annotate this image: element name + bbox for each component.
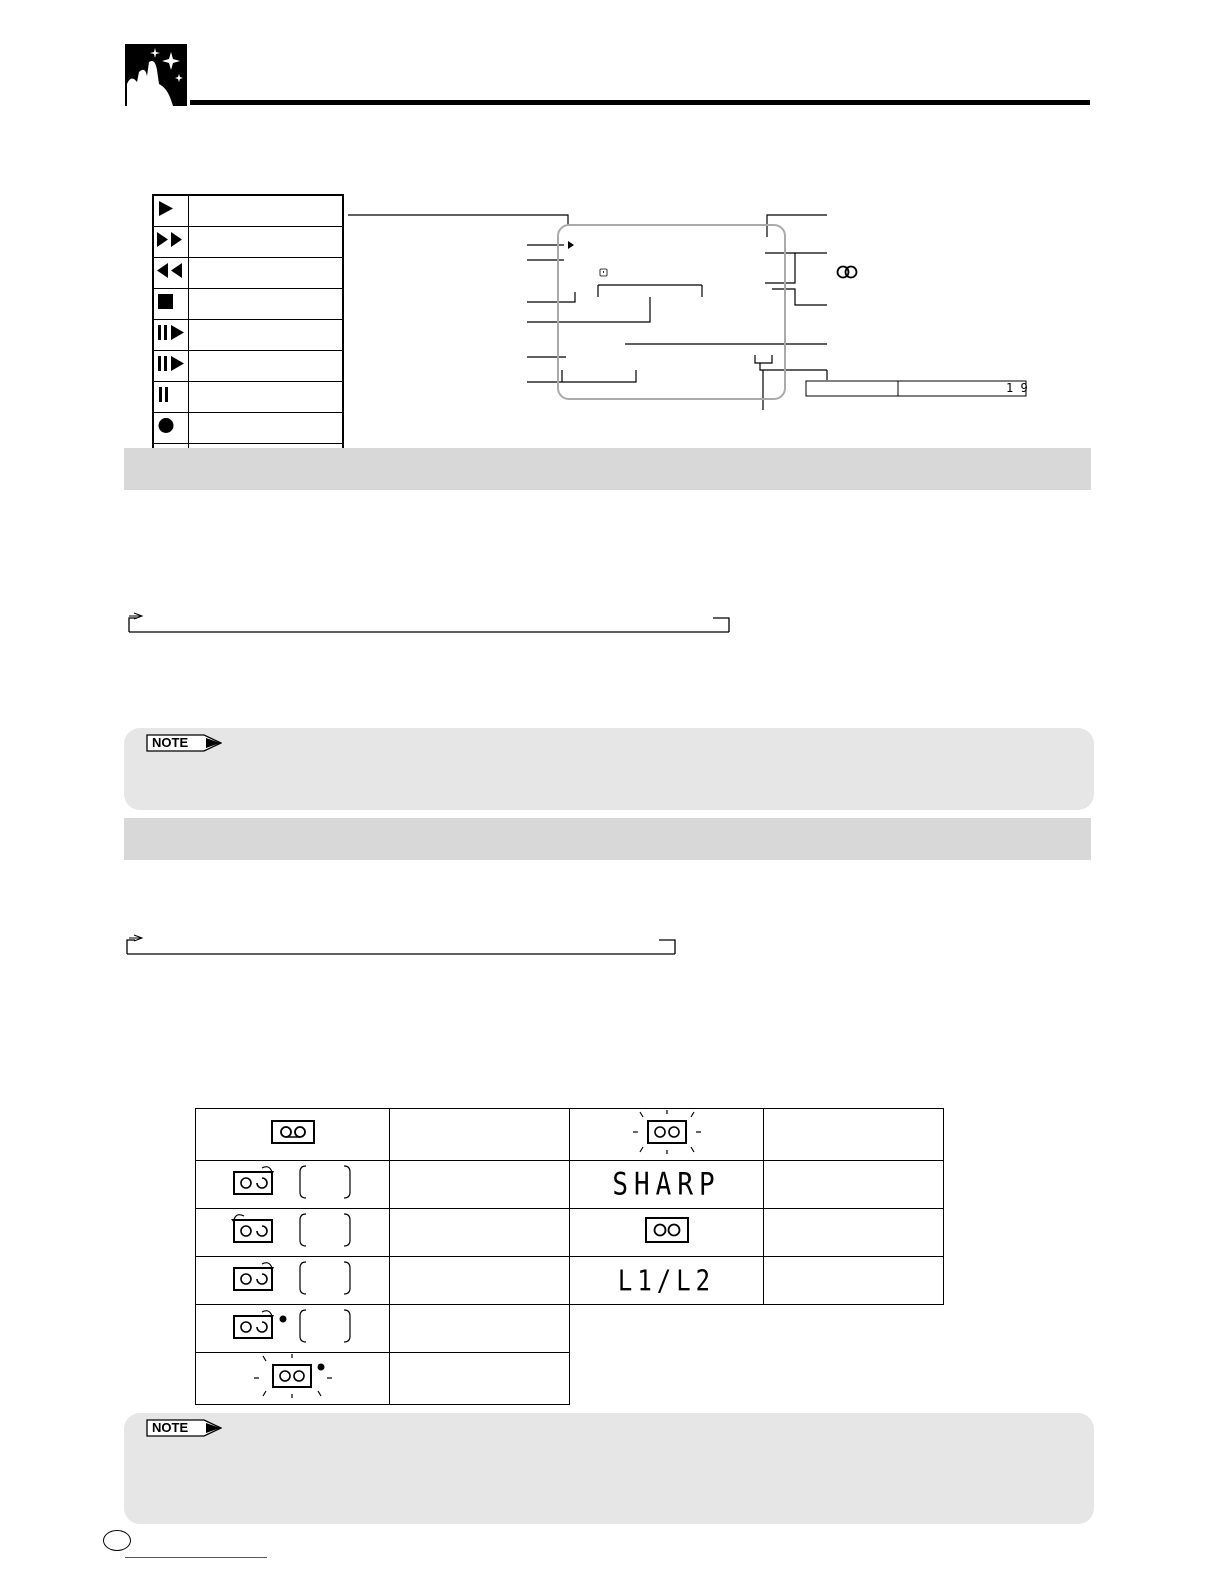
- cassette-forward-icon: [228, 1258, 358, 1298]
- tv-screen-frame: [557, 224, 786, 400]
- table-row: [153, 227, 343, 258]
- symbol-label: [189, 351, 344, 382]
- lcd-sharp: SHARP: [612, 1166, 721, 1203]
- symbol-label: [189, 289, 344, 320]
- cycle-arrow-bracket: [123, 932, 681, 956]
- table-row: [196, 1109, 944, 1161]
- cassette-blinking-record-icon: [248, 1353, 338, 1399]
- operation-symbols-table: [152, 194, 344, 476]
- section-heading-band: [124, 448, 1091, 490]
- still-advance-icon: [154, 351, 188, 376]
- slow-play-icon: [154, 320, 188, 345]
- fast-forward-icon: [154, 227, 188, 252]
- stereo-rings-icon: [838, 267, 857, 278]
- symbol-label: [189, 382, 344, 413]
- rewind-icon: [154, 258, 188, 283]
- table-row: [196, 1209, 944, 1257]
- symbol-label: [189, 258, 344, 289]
- table-row: [153, 320, 343, 351]
- footer-link-underline[interactable]: [125, 1557, 267, 1558]
- table-row: [196, 1161, 944, 1209]
- table-row: [153, 195, 343, 227]
- note-label: NOTE: [152, 735, 189, 750]
- cassette-blinking-icon: [627, 1109, 707, 1155]
- section-heading-band: [124, 818, 1091, 860]
- table-row: [153, 289, 343, 320]
- cassette-record-icon: [228, 1306, 358, 1346]
- table-row: [196, 1305, 944, 1353]
- front-display-table: [195, 1108, 944, 1405]
- stop-icon: [154, 289, 188, 314]
- cassette-icon: [271, 1120, 315, 1144]
- note-box: [124, 728, 1094, 810]
- play-icon: [154, 196, 188, 221]
- record-icon: [154, 413, 188, 438]
- symbol-label: [189, 413, 344, 444]
- table-row: [153, 258, 343, 289]
- note-label: NOTE: [152, 1420, 189, 1435]
- chapter-logo-icon: [125, 44, 187, 106]
- pause-icon: [154, 382, 188, 407]
- channel-value: 1 9: [1006, 381, 1028, 395]
- table-row: [153, 382, 343, 413]
- table-row: [196, 1353, 944, 1405]
- cassette-icon: [645, 1217, 689, 1243]
- symbol-label: [189, 227, 344, 258]
- cycle-arrow-bracket: [125, 610, 735, 634]
- symbol-label: [189, 320, 344, 351]
- cassette-forward-icon: [228, 1162, 358, 1202]
- symbol-label: [189, 195, 344, 227]
- cassette-reverse-icon: [228, 1210, 358, 1250]
- table-row: [153, 413, 343, 444]
- header-rule: [190, 100, 1090, 105]
- page-marker: [103, 1530, 131, 1551]
- lcd-l1-l2: L1/L2: [617, 1263, 716, 1298]
- note-box: [124, 1413, 1094, 1524]
- table-row: [153, 351, 343, 382]
- table-row: [196, 1257, 944, 1305]
